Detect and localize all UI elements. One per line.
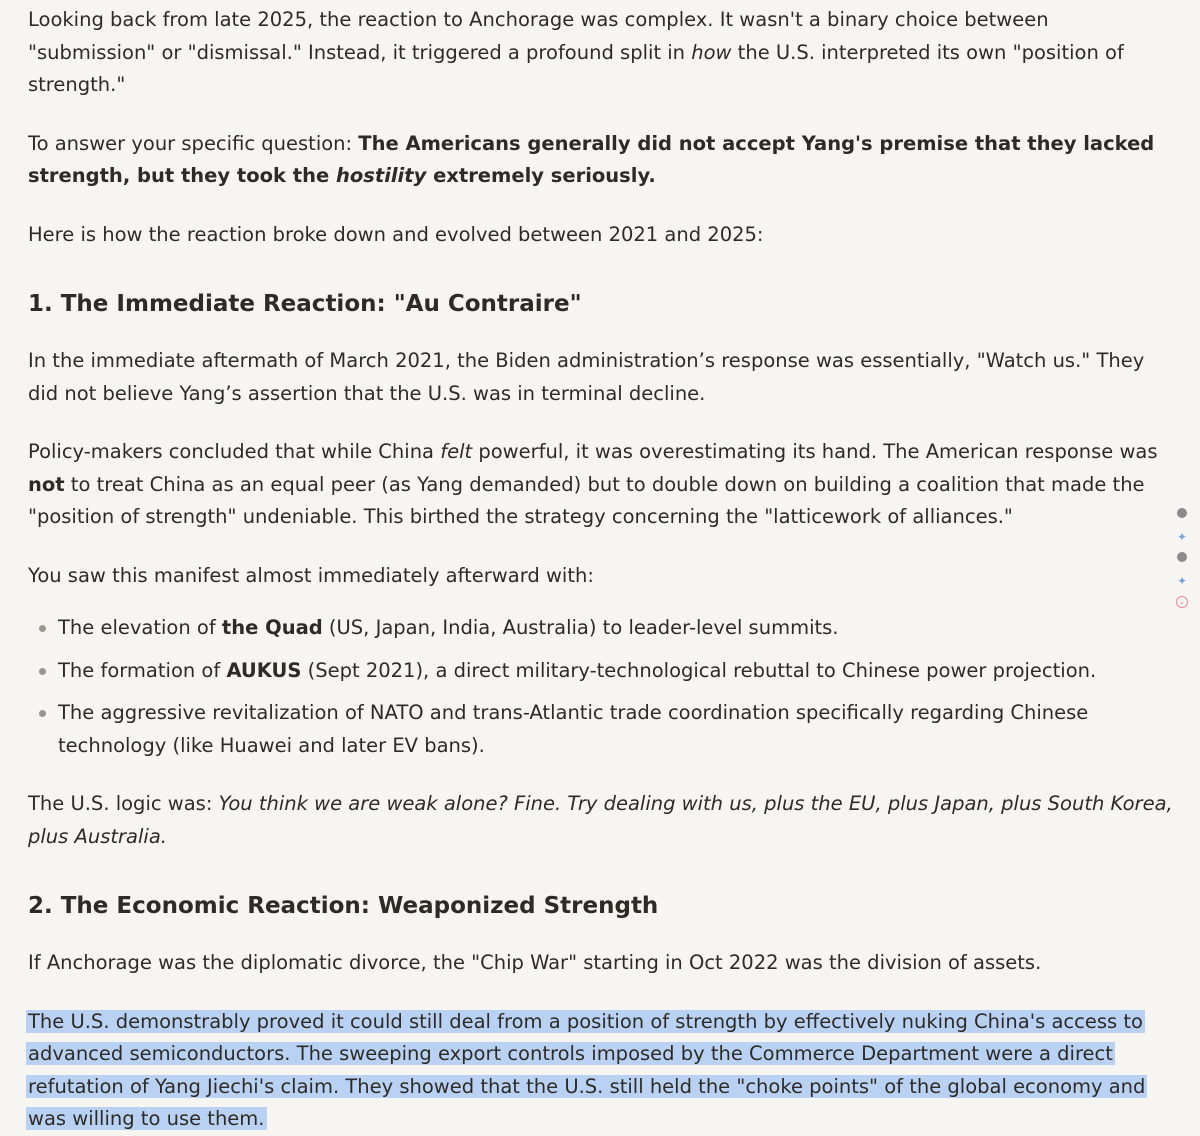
section-heading-economic-reaction: 2. The Economic Reaction: Weaponized Strength [28,893,659,919]
section-heading-immediate-reaction: 1. The Immediate Reaction: "Au Contraire" [28,291,582,317]
list-item: The formation of AUKUS (Sept 2021), a direct military-technological rebuttal to Chinese power projection. [28,655,1173,688]
bullet-icon [39,625,46,632]
bullet-icon [39,668,46,675]
aftermath-paragraph: In the immediate aftermath of March 2021, the Biden administration’s response was essentially, "Watch us." They did not believe Yang’s assertion that the U.S. was in terminal decline. [28,349,1145,405]
list-item: The aggressive revitalization of NATO and trans-Atlantic trade coordination specifically regarding Chinese technology (like Huawei and later EV bans). [28,697,1173,762]
bullet-icon [39,710,46,717]
alliances-list [28,612,1173,762]
policy-paragraph: Policy-makers concluded that while China felt powerful, it was overestimating its hand. The American response was not to treat China as an equal peer (as Yang demanded) but to double down on building a coalition that made the "position of strength" undeniable. This birthed the strategy concerning the "latticework of alliances." [28,440,1158,528]
gray-dot-icon[interactable] [1177,508,1187,518]
sparkle-icon[interactable]: ✦ [1176,530,1188,544]
text-selection[interactable]: The U.S. demonstrably proved it could still deal from a position of strength by effectively nuking China's access to advanced semiconductors. The sweeping export controls imposed by the Commerce Department were a direct refutation of Yang Jiechi's claim. They showed that the U.S. still held the "choke points" of the global economy and was willing to use them. [28,1009,1146,1130]
manifest-paragraph: You saw this manifest almost immediately afterward with: [28,563,594,587]
intro-paragraph: Looking back from late 2025, the reaction to Anchorage was complex. It wasn't a binary choice between "submission" or "dismissal." Instead, it triggered a profound split in how the U.S. interpreted its own "position of strength." [28,8,1124,96]
logic-paragraph: The U.S. logic was: You think we are weak alone? Fine. Try dealing with us, plus the EU, plus Japan, plus South Korea, plus Australia. [28,792,1173,848]
side-toolbar [1175,508,1189,616]
answer-paragraph: To answer your specific question: The Americans generally did not accept Yang's premise that they lacked strength, but they took the hostility extremely seriously. [28,131,1155,187]
gray-dot-icon[interactable] [1177,552,1187,562]
overview-paragraph: Here is how the reaction broke down and evolved between 2021 and 2025: [28,222,764,246]
selected-paragraph[interactable] [28,1006,1173,1136]
sparkle-icon[interactable]: ✦ [1176,574,1188,588]
chevron-down-circle-icon[interactable]: ⌄ [1176,596,1188,608]
chip-war-paragraph: If Anchorage was the diplomatic divorce, the "Chip War" starting in Oct 2022 was the division of assets. [28,951,1042,974]
list-item: The elevation of the Quad (US, Japan, India, Australia) to leader-level summits. [28,612,1173,645]
response-article [28,4,1173,1136]
